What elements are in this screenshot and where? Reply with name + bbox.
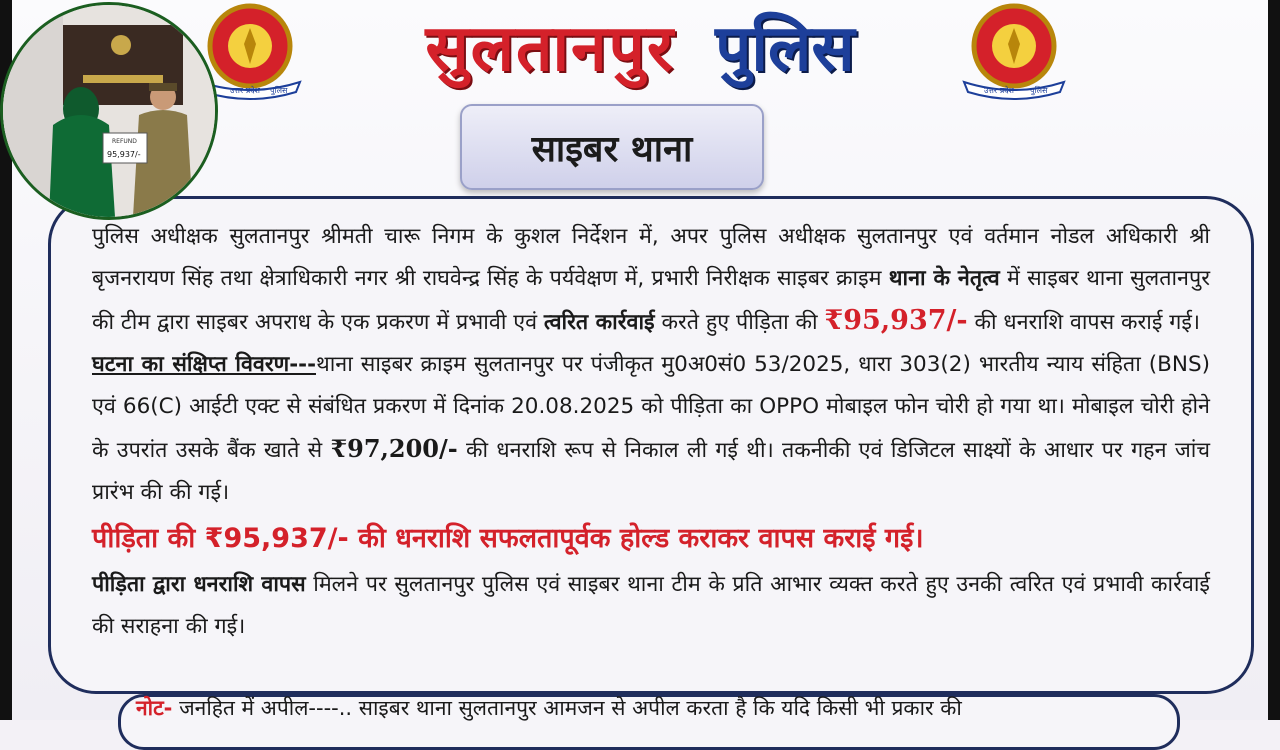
board-refund-label: REFUND [112,138,137,145]
p3-bold: पीड़िता द्वारा धनराशि वापस [92,572,306,597]
paragraph-1 [92,216,1210,344]
paragraph-2 [92,344,1210,514]
photo-inset [0,2,218,220]
emblem-ribbon-left-text-2: उत्तर प्रदेश [984,86,1014,95]
subtitle-cyber-station: साइबर थाना [460,104,764,190]
p1-text-a: पुलिस अधीक्षक सुलतानपुर श्रीमती चारू निगम के कुशल निर्देशन में, अपर पुलिस अधीक्षक सुलतानपुर एवं वर्तमान नोडल अधिकारी श्री बृजनरायण सिंह तथा क्षेत्राधिकारी नगर श्री राघवेन्द्र सिंह के पर्यवेक्षण में, प्रभारी निरीक्षक साइबर क्राइम [92,224,1210,291]
p1-bold-leadership: थाना के नेतृत्व [888,266,1000,291]
p2-heading: घटना का संक्षिप्त विवरण--- [92,352,316,377]
note-label: नोट- [136,696,173,720]
p1-text-b: में साइबर थाना सुलतानपुर की टीम द्वारा साइबर अपराध के एक प्रकरण में प्रभावी एवं [92,266,1210,335]
highlight-line: पीड़िता की ₹95,937/- की धनराशि सफलतापूर्वक होल्ड कराकर वापस कराई गई। [92,523,924,554]
emblem-ribbon-left-text: उत्तर प्रदेश [230,86,260,95]
emblem-ribbon-right-text-2: पुलिस [1030,86,1048,95]
p2-text-a: थाना साइबर क्राइम सुलतानपुर पर पंजीकृत मु0अ0सं0 53/2025, धारा 303(2) भारतीय न्याय संहिता (BNS) एवं 66(C) आईटी एक्ट से संबंधित प्रकरण में दिनांक 20.08.2025 को पीड़िता का OPPO मोबाइल फोन चोरी हो गया था। मोबाइल चोरी होने के उपरांत उसके बैंक खाते से [92,352,1210,463]
p2-stolen-amount: ₹97,200/- [330,434,458,463]
right-border [1268,0,1280,720]
p1-refund-amount: ₹95,937/- [824,305,968,336]
p1-text-d: की धनराशि वापस कराई गई। [967,310,1201,335]
body-text [92,216,1210,648]
paragraph-3 [92,564,1210,648]
note-body: जनहित में अपील----.. साइबर थाना सुलतानपुर आमजन से अपील करता है कि यदि किसी भी प्रकार की [172,696,962,720]
p1-bold-prompt-action: त्वरित कार्रवाई [543,310,655,335]
p1-text-c: करते हुए पीड़िता की [654,310,825,335]
photo-illustration [3,5,215,217]
p3-text: मिलने पर सुलतानपुर पुलिस एवं साइबर थाना टीम के प्रति आभार व्यक्त करते हुए उनकी त्वरित एवं प्रभावी कार्रवाई की सराहना की गई। [92,572,1210,639]
note-text [136,694,1176,722]
board-refund-amount: 95,937/- [107,150,141,159]
emblem-ribbon-right-text: पुलिस [270,86,288,95]
title-police: पुलिस [715,12,855,86]
up-police-emblem-right [954,0,1074,104]
title-sultanpur: सुलतानपुर [425,12,676,86]
p2-text-b: की धनराशि रूप से निकाल ली गई थी। तकनीकी एवं डिजिटल साक्ष्यों के आधार पर गहन जांच प्रारंभ की की गई। [92,438,1210,505]
